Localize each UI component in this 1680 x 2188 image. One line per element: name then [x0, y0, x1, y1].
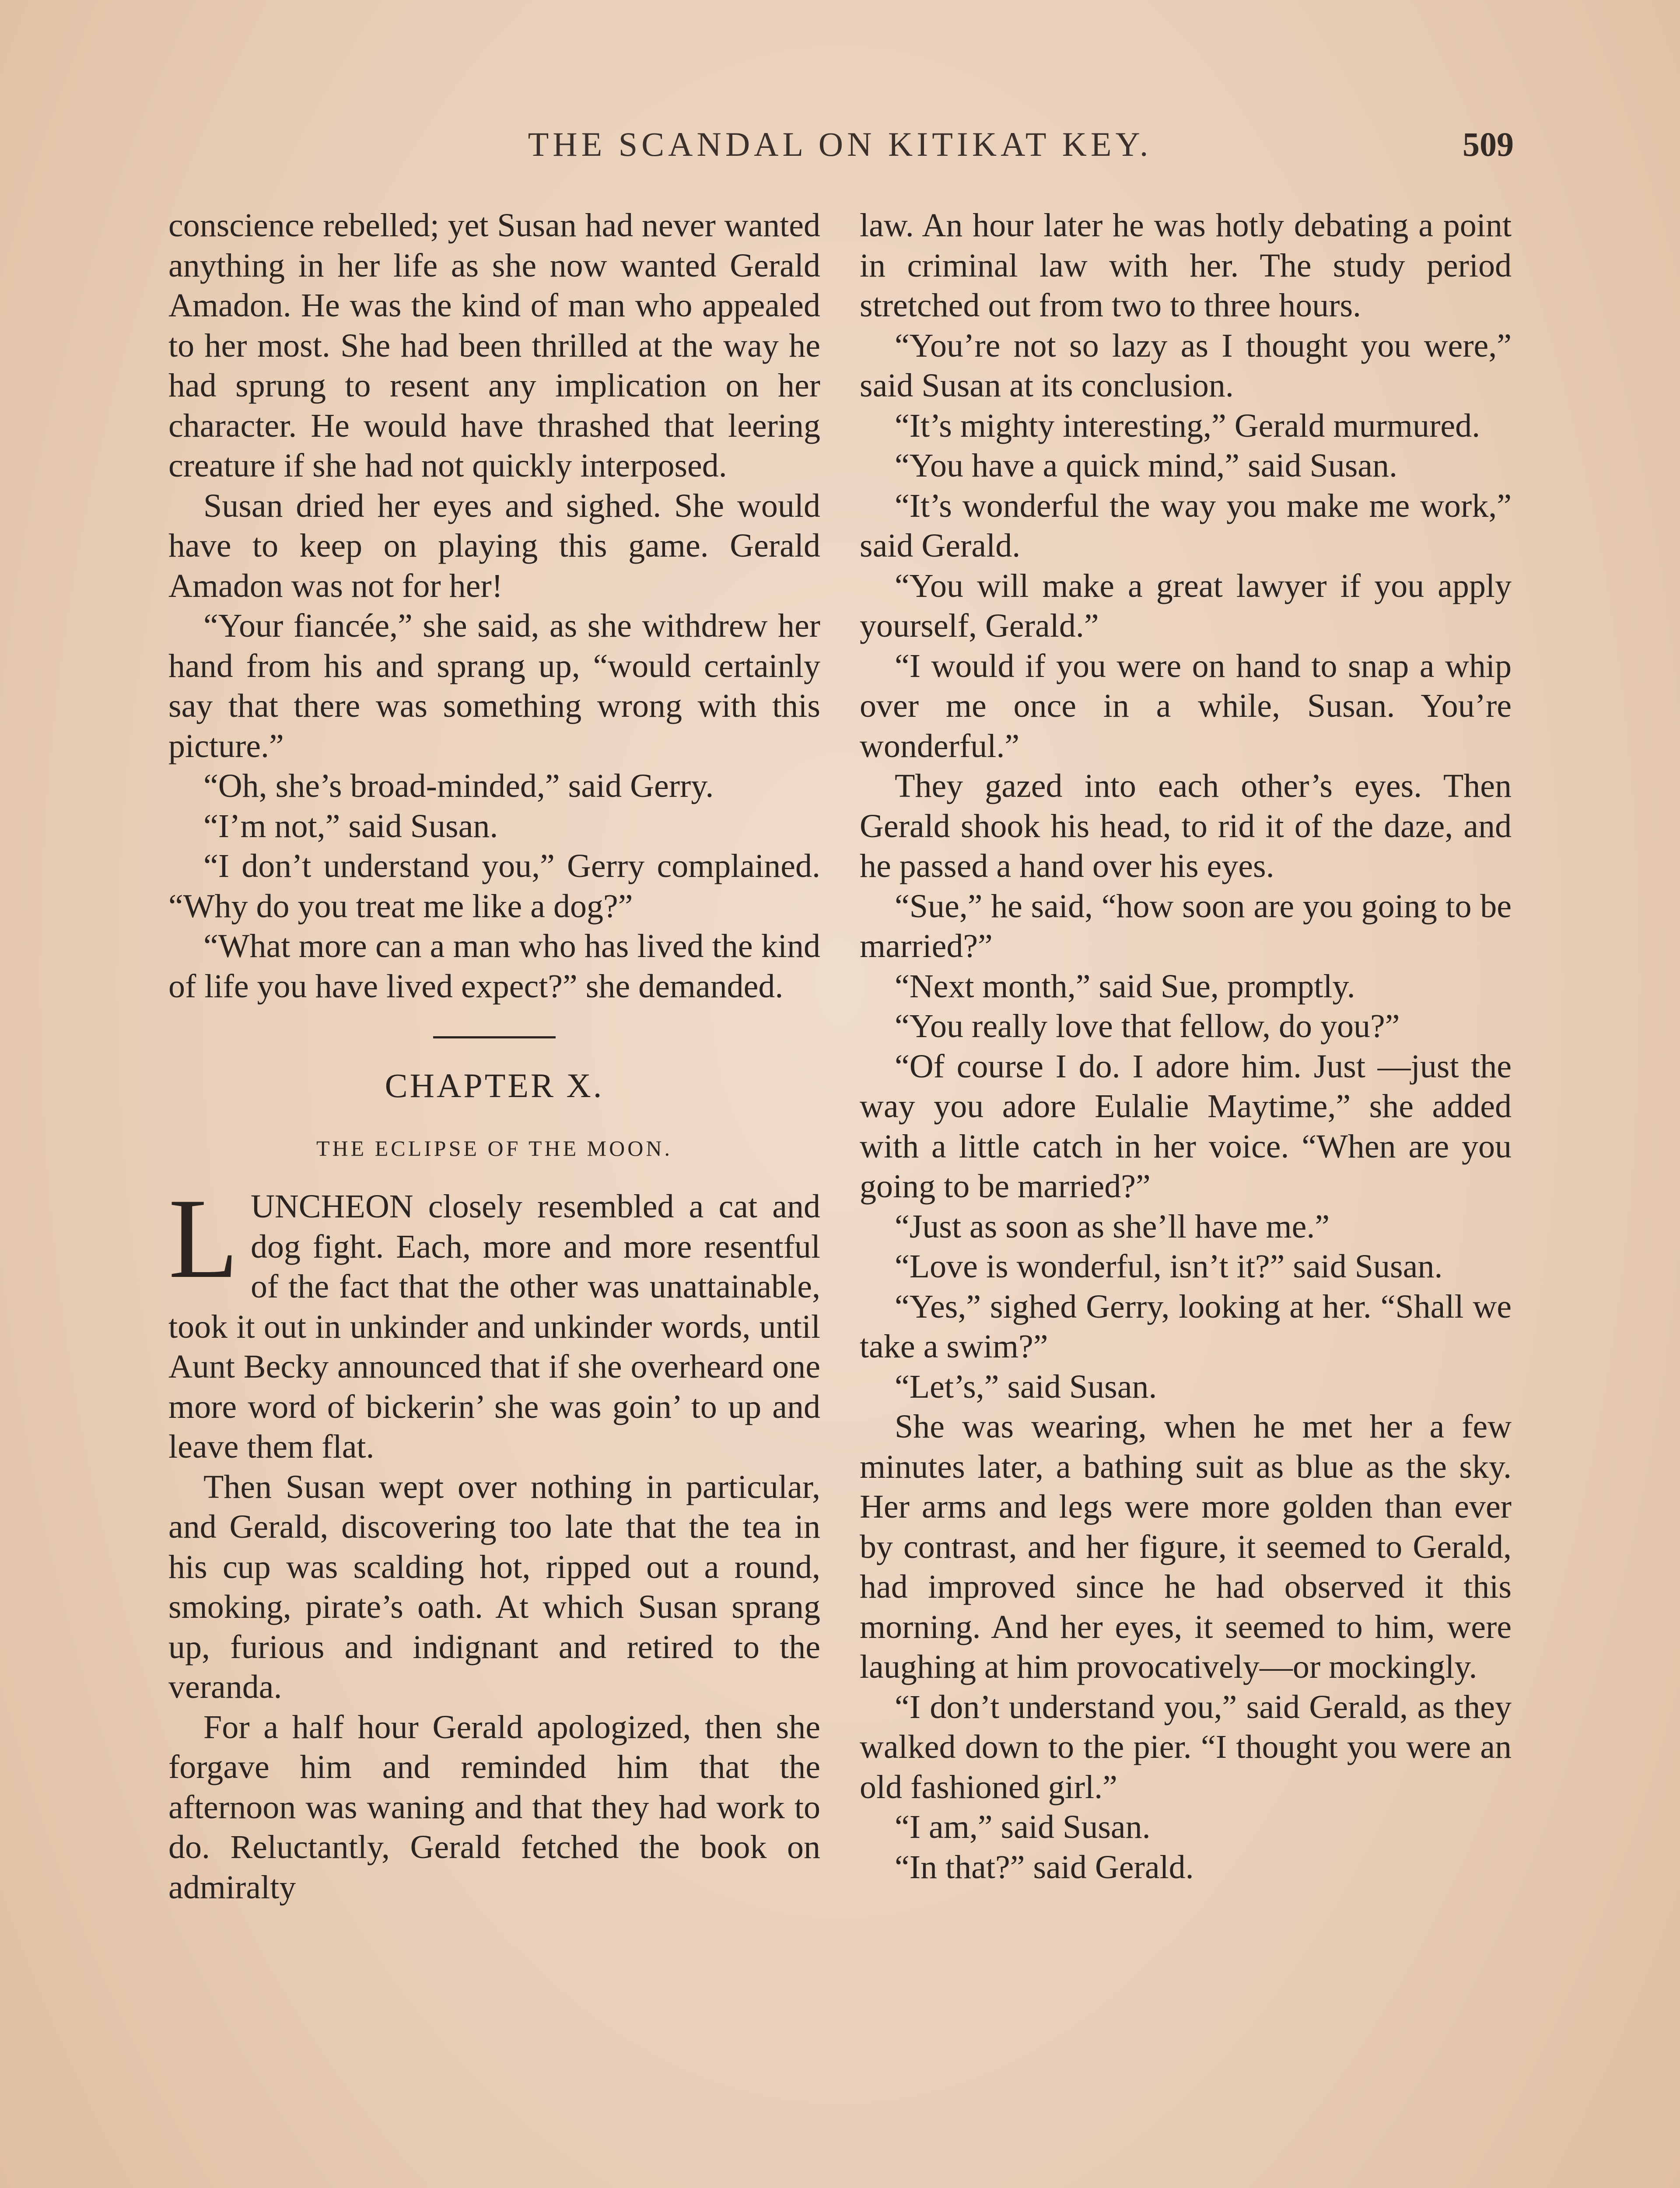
paragraph: “Let’s,” said Susan.	[895, 1368, 1157, 1405]
page-number: 509	[1463, 125, 1514, 163]
paragraph: “Next month,” said Sue, promptly.	[895, 968, 1355, 1005]
paragraph: “You will make a great lawyer if you apply yourself, Gerald.”	[860, 567, 1512, 644]
paragraph: “I don’t understand you,” said Gerald, as they walked down to the pier. “I thought you were an old fashioned girl.”	[860, 1688, 1512, 1806]
paragraph: Then Susan wept over nothing in particular, and Gerald, discovering too late that the tea in his cup was scalding hot, ripped out a round, smoking, pirate’s oath. At which Susan sprang up, furious and indignant and retired to the veranda.	[168, 1468, 820, 1705]
paragraph: “Love is wonderful, isn’t it?” said Susan.	[895, 1248, 1443, 1285]
paragraph: conscience rebelled; yet Susan had never wanted anything in her life as she now wanted Gerald Amadon. He was the kind of man who appealed to her most. She had been thrilled at the way he had sprung to resent any implication on her character. He would have thrashed that leering creature if she had not quickly interposed.	[168, 207, 820, 484]
paragraph: Susan dried her eyes and sighed. She would have to keep on playing this game. Gerald Amadon was not for her!	[168, 487, 820, 604]
chapter-subtitle: THE ECLIPSE OF THE MOON.	[316, 1136, 672, 1161]
paragraph: “In that?” said Gerald.	[895, 1848, 1194, 1886]
paragraph: “I’m not,” said Susan.	[203, 807, 498, 845]
paragraph: “Yes,” sighed Gerry, looking at her. “Shall we take a swim?”	[860, 1288, 1512, 1365]
drop-cap: L	[168, 1175, 239, 1302]
running-header	[166, 125, 1514, 177]
left-column	[168, 206, 820, 1907]
right-column	[860, 206, 1512, 1887]
paragraph: “It’s wonderful the way you make me work,” said Gerald.	[860, 487, 1512, 564]
paragraph: She was wearing, when he met her a few minutes later, a bathing suit as blue as the sky. Her arms and legs were more golden than ever by contrast, and her figure, it seemed to Gerald, had improved since he had observed it this morning. And her eyes, it seemed to him, were laughing at him provocatively—or mockingly.	[860, 1408, 1512, 1685]
chapter-opening-paragraph	[168, 1175, 820, 1467]
paragraph: “It’s mighty interesting,” Gerald murmured.	[895, 407, 1480, 444]
paragraph: “Just as soon as she’ll have me.”	[895, 1208, 1330, 1245]
paragraph: “I don’t understand you,” Gerry complained. “Why do you treat me like a dog?”	[168, 848, 820, 925]
paragraph: “You really love that fellow, do you?”	[895, 1008, 1400, 1045]
paragraph: “Of course I do. I adore him. Just —just the way you adore Eulalie Maytime,” she added with a little catch in her voice. “When are you going to be married?”	[860, 1048, 1512, 1205]
paragraph: They gazed into each other’s eyes. Then Gerald shook his head, to rid it of the daze, and he passed a hand over his eyes.	[860, 768, 1512, 884]
paragraph: “I am,” said Susan.	[895, 1809, 1151, 1845]
paragraph: law. An hour later he was hotly debating a point in criminal law with her. The study period stretched out from two to three hours.	[860, 207, 1512, 324]
section-divider	[433, 1036, 556, 1038]
paragraph: For a half hour Gerald apologized, then she forgave him and reminded him that the afternoon was waning and that they had work to do. Reluctantly, Gerald fetched the book on admiralty	[168, 1708, 820, 1906]
paragraph: “What more can a man who has lived the kind of life you have lived expect?” she demanded.	[168, 928, 820, 1005]
paragraph: “Sue,” he said, “how soon are you going to be married?”	[860, 887, 1512, 964]
paragraph: “You have a quick mind,” said Susan.	[895, 447, 1398, 484]
paragraph: “You’re not so lazy as I thought you were,” said Susan at its conclusion.	[860, 327, 1512, 404]
paragraph: “I would if you were on hand to snap a whip over me once in a while, Susan. You’re wonderful.”	[860, 647, 1512, 764]
paragraph-text: UNCHEON closely resembled a cat and dog fight. Each, more and more resentful of the fact that the other was unattainable, took it out in unkinder and unkinder words, until Aunt Becky announced that if she overheard one more word of bickerin’ she was goin’ to up and leave them flat.	[168, 1188, 820, 1465]
paragraph: “Your fiancée,” she said, as she withdrew her hand from his and sprang up, “would certainly say that there was something wrong with this picture.”	[168, 607, 820, 764]
running-title: THE SCANDAL ON KITIKAT KEY.	[528, 125, 1152, 163]
chapter-title: CHAPTER X.	[385, 1066, 604, 1105]
paragraph: “Oh, she’s broad-minded,” said Gerry.	[203, 768, 714, 804]
